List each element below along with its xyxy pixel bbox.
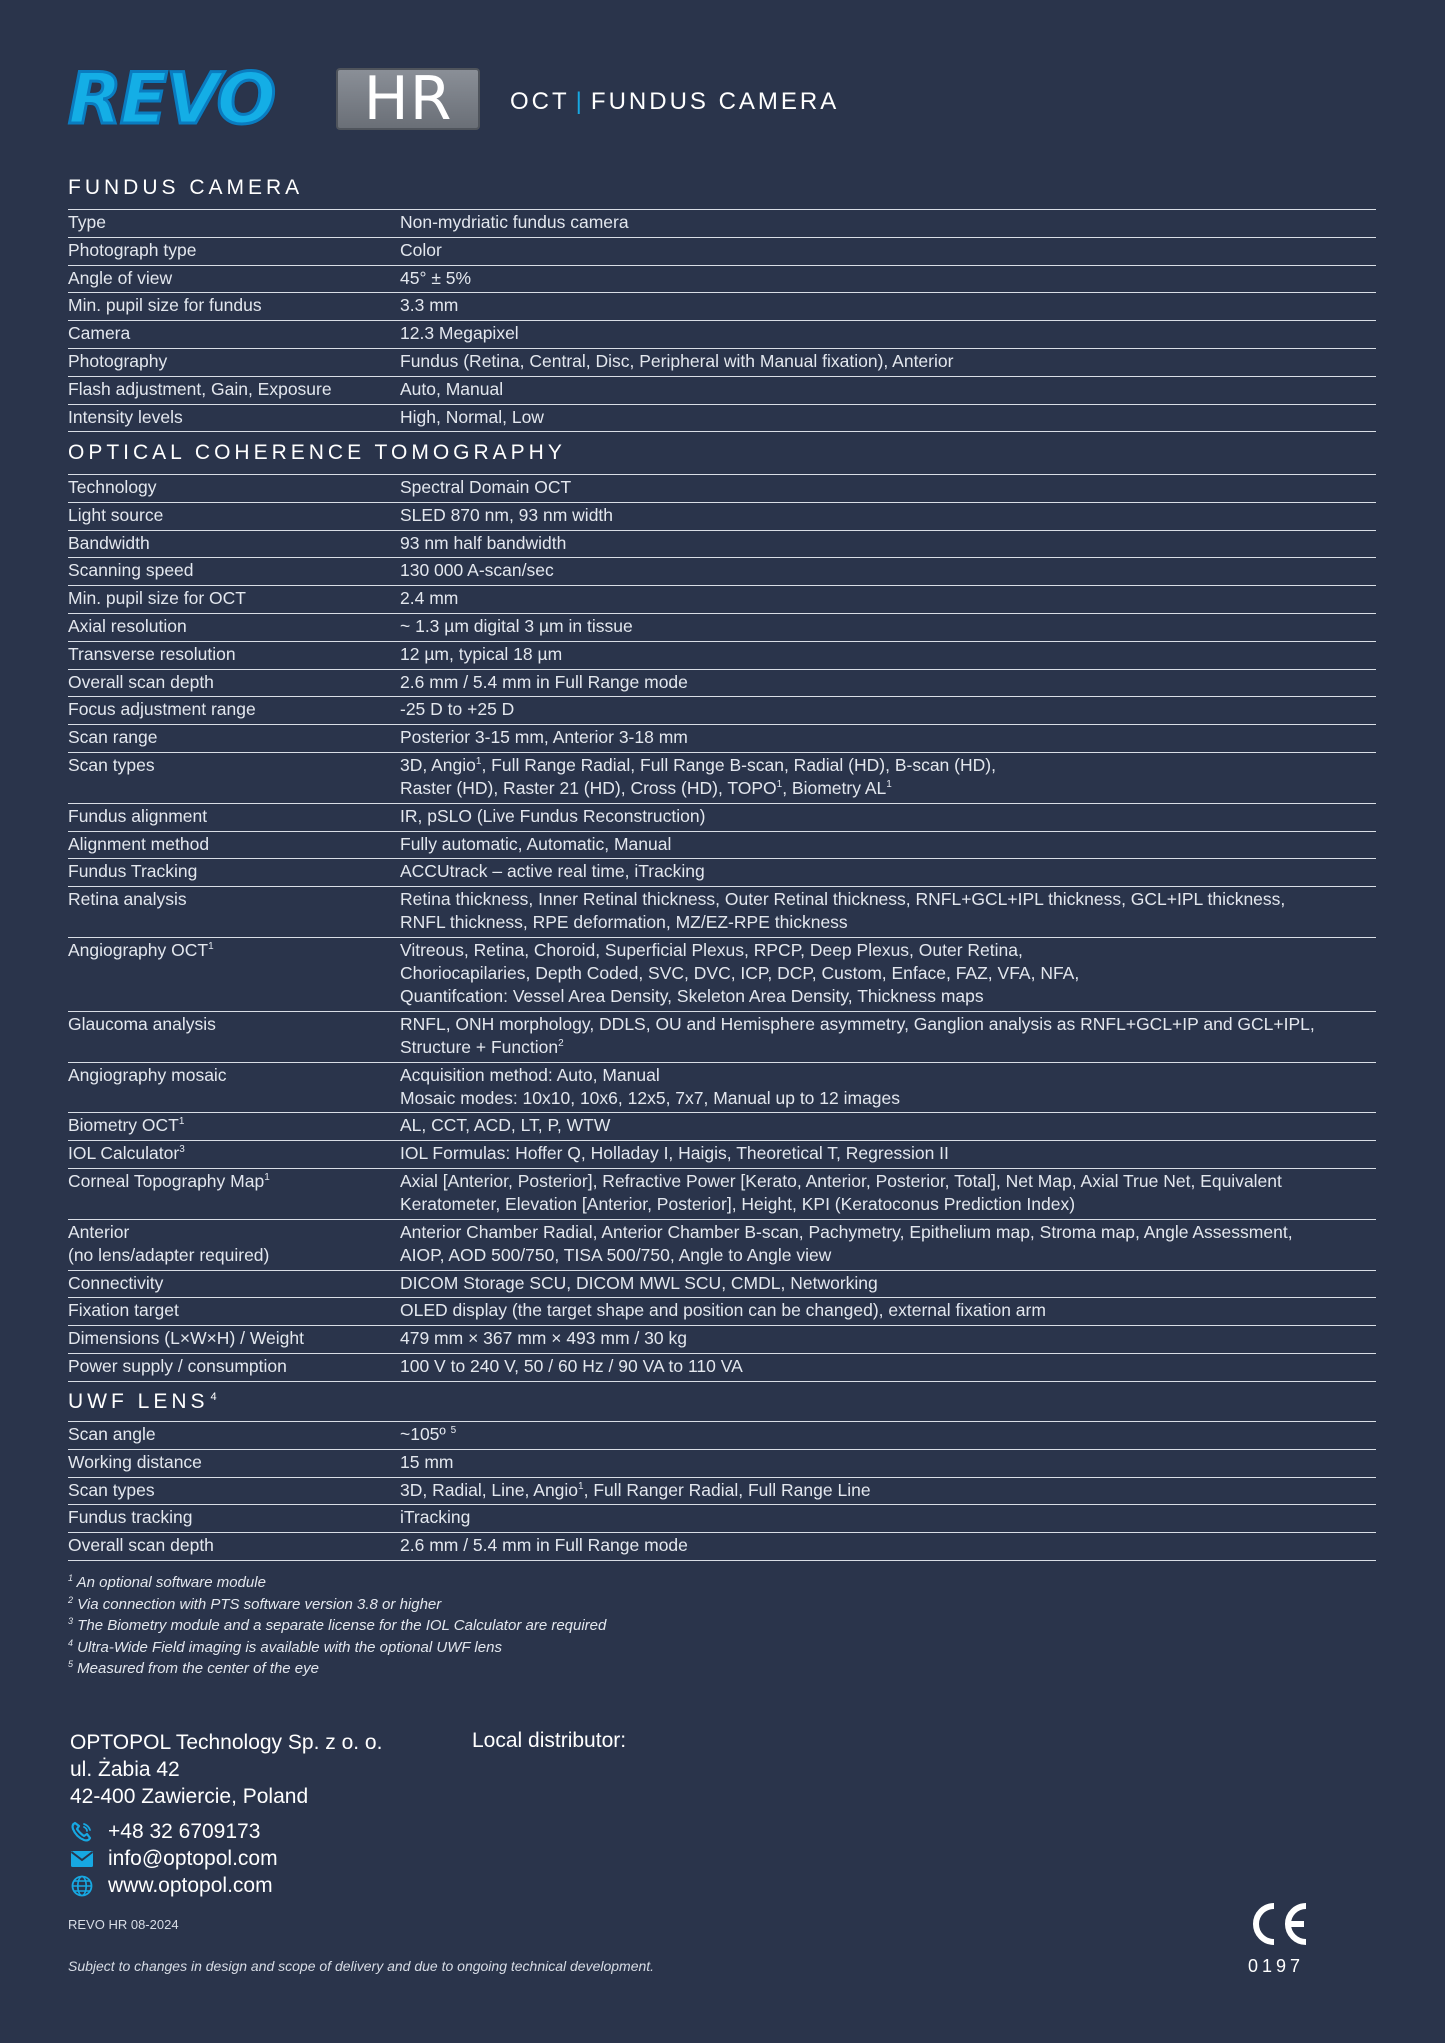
- table-divider: [68, 1421, 1376, 1422]
- spec-value: 3.3 mm: [400, 295, 459, 316]
- spec-value: Auto, Manual: [400, 378, 504, 399]
- spec-value: Vitreous, Retina, Choroid, Superficial Plexus, RPCP, Deep Plexus, Outer Retina, Choriocapilaries, Depth Coded, SVC, DVC, ICP, DCP, Custom, Enface, FAZ, VFA, NFA, Quantifcation: Vessel Area Density, Skeleton Area Density, Thickness maps: [400, 940, 1080, 1006]
- spec-value: -25 D to +25 D: [400, 699, 515, 720]
- spec-label: Alignment method: [68, 833, 210, 854]
- spec-value: 479 mm × 367 mm × 493 mm / 30 kg: [400, 1328, 687, 1349]
- spec-value: IOL Formulas: Hoffer Q, Holladay I, Haigis, Theoretical T, Regression II: [400, 1143, 949, 1164]
- spec-row: [68, 322, 1376, 348]
- globe-icon: [70, 1875, 94, 1897]
- spec-row: [68, 1479, 1376, 1505]
- table-divider: [68, 1011, 1376, 1012]
- spec-label: Biometry OCT$^1$: [68, 1115, 185, 1136]
- spec-label: Corneal Topography Map$^1$: [68, 1171, 270, 1191]
- table-divider: [68, 404, 1376, 405]
- spec-value: ~ 1.3 µm digital 3 µm in tissue: [400, 616, 633, 636]
- spec-label: Fundus alignment: [68, 805, 208, 826]
- table-divider: [68, 1219, 1376, 1220]
- table-divider: [68, 376, 1376, 377]
- table-divider: [68, 557, 1376, 558]
- spec-value: Non-mydriatic fundus camera: [400, 212, 629, 232]
- spec-value: Spectral Domain OCT: [400, 477, 572, 497]
- table-divider: [68, 696, 1376, 697]
- spec-value: 3D, Angio$^1$, Full Range Radial, Full Range B-scan, Radial (HD), B-scan (HD), Raster (HD), Raster 21 (HD), Cross (HD), TOPO$^1$, Biometry $AL^1$: [400, 755, 996, 798]
- table-divider: [68, 613, 1376, 614]
- spec-value: ACCUtrack – active real time, iTracking: [400, 861, 705, 882]
- email-link[interactable]: info@optopol.com: [108, 1847, 278, 1870]
- spec-row: [68, 860, 1376, 886]
- spec-value: Color: [400, 239, 442, 260]
- spec-label: Type: [68, 212, 106, 232]
- company-address: [70, 1729, 382, 1810]
- document-id: REVO HR 08-2024: [68, 1917, 179, 1932]
- spec-row: [68, 698, 1376, 724]
- spec-label: Scanning speed: [68, 560, 194, 581]
- ce-notified-body-number: 0197: [1248, 1956, 1305, 1976]
- spec-label: Focus adjustment range: [68, 699, 256, 720]
- footnote: $^5$ Measured from the center of the eye: [68, 1659, 319, 1677]
- spec-value: OLED display (the target shape and position can be changed), external fixation arm: [400, 1300, 1046, 1321]
- table-divider: [68, 1297, 1376, 1298]
- subtitle-fundus-camera: FUNDUS CAMERA: [590, 88, 840, 115]
- spec-value: 2.4 mm: [400, 588, 459, 609]
- spec-row: [68, 1170, 1376, 1219]
- table-divider: [68, 752, 1376, 753]
- spec-label: Connectivity: [68, 1272, 164, 1293]
- spec-label: Photograph type: [68, 239, 197, 260]
- table-divider: [68, 502, 1376, 503]
- table-divider: [68, 831, 1376, 832]
- spec-row: [68, 559, 1376, 585]
- spec-value: Anterior Chamber Radial, Anterior Chamber B-scan, Pachymetry, Epithelium map, Stroma map, Angle Assessment, AIOP, AOD 500/750, TISA 500/750, Angle to Angle view: [400, 1221, 1293, 1265]
- ce-mark-icon: [1248, 1900, 1312, 1948]
- phone-icon: [70, 1821, 94, 1843]
- spec-label: Intensity levels: [68, 406, 183, 427]
- table-divider: [68, 1532, 1376, 1533]
- table-divider: [68, 265, 1376, 266]
- section-title-oct: OPTICAL COHERENCE TOMOGRAPHY: [68, 441, 566, 464]
- company-street: ul. Żabia 42: [70, 1758, 180, 1781]
- spec-row: [68, 615, 1376, 641]
- spec-label: Axial resolution: [68, 616, 187, 636]
- spec-row: [68, 1534, 1376, 1560]
- footnotes: [68, 1572, 606, 1680]
- spec-value: 12.3 Megapixel: [400, 323, 519, 344]
- table-divider: [68, 1560, 1376, 1561]
- spec-row: [68, 1272, 1376, 1298]
- spec-value: ~105º $^5$: [400, 1424, 457, 1444]
- spec-label: Fixation target: [68, 1300, 179, 1321]
- spec-label: Angiography mosaic: [68, 1064, 227, 1085]
- spec-row: [68, 1355, 1376, 1381]
- spec-value: SLED 870 nm, 93 nm width: [400, 504, 614, 525]
- spec-value: 15 mm: [400, 1451, 454, 1472]
- spec-label: Angle of view: [68, 267, 173, 288]
- spec-row: [68, 1299, 1376, 1325]
- table-divider: [68, 803, 1376, 804]
- spec-label: Working distance: [68, 1451, 202, 1472]
- table-divider: [68, 937, 1376, 938]
- subtitle-separator: |: [575, 88, 585, 115]
- table-divider: [68, 641, 1376, 642]
- spec-row: [68, 888, 1376, 937]
- spec-value: iTracking: [400, 1507, 471, 1528]
- spec-value: RNFL, ONH morphology, DDLS, OU and Hemisphere asymmetry, Ganglion analysis as RNFL+GCL+IP and GCL+IPL, Structure + Function$^2$: [400, 1013, 1315, 1057]
- spec-value: Posterior 3-15 mm, Anterior 3-18 mm: [400, 727, 688, 748]
- revo-logo: REVO: [68, 58, 275, 140]
- spec-label: Anterior (no lens/adapter required): [68, 1221, 270, 1265]
- spec-label: Scan types: [68, 1479, 155, 1500]
- table-divider: [68, 348, 1376, 349]
- table-divider: [68, 669, 1376, 670]
- spec-value: 12 µm, typical 18 µm: [400, 643, 563, 664]
- table-divider: [68, 530, 1376, 531]
- table-divider: [68, 320, 1376, 321]
- company-city: 42-400 Zawiercie, Poland: [70, 1785, 309, 1808]
- table-divider: [68, 1112, 1376, 1113]
- spec-row: [68, 754, 1376, 803]
- table-divider: [68, 209, 1376, 210]
- spec-row: [68, 643, 1376, 669]
- header-subtitle: [510, 88, 839, 116]
- spec-row: [68, 1327, 1376, 1353]
- spec-row: [68, 406, 1376, 432]
- spec-row: [68, 1142, 1376, 1168]
- spec-value: 2.6 mm / 5.4 mm in Full Range mode: [400, 1535, 688, 1556]
- spec-label: Technology: [68, 477, 157, 497]
- table-divider: [68, 585, 1376, 586]
- footnote: $^1$ An optional software module: [68, 1573, 266, 1591]
- spec-value: 45° ± 5%: [400, 267, 472, 288]
- spec-row: [68, 532, 1376, 558]
- spec-value: 3D, Radial, Line, Angio$^1$, Full Ranger Radial, Full Range Line: [400, 1479, 871, 1500]
- spec-row: [68, 1423, 1376, 1449]
- table-divider: [68, 474, 1376, 475]
- spec-value: Axial [Anterior, Posterior], Refractive Power [Kerato, Anterior, Posterior, Total], Net Map, Axial True Net, Equivalent Keratometer, Elevation [Anterior, Posterior], Height, KPI (Keratoconus Prediction Index): [400, 1171, 1282, 1214]
- spec-label: Photography: [68, 351, 168, 371]
- spec-row: [68, 671, 1376, 697]
- website-link[interactable]: www.optopol.com: [108, 1874, 273, 1897]
- spec-value: IR, pSLO (Live Fundus Reconstruction): [400, 805, 706, 826]
- spec-label: Scan angle: [68, 1424, 156, 1444]
- spec-row: [68, 267, 1376, 293]
- spec-label: Bandwidth: [68, 532, 150, 553]
- table-divider: [68, 1270, 1376, 1271]
- table-divider: [68, 1168, 1376, 1169]
- footnote: $^4$ Ultra-Wide Field imaging is available with the optional UWF lens: [68, 1637, 502, 1656]
- spec-value: 93 nm half bandwidth: [400, 532, 567, 553]
- local-distributor-label: Local distributor:: [472, 1729, 627, 1752]
- table-divider: [68, 237, 1376, 238]
- spec-label: Scan types: [68, 755, 155, 775]
- spec-row: [68, 1506, 1376, 1532]
- spec-value: 2.6 mm / 5.4 mm in Full Range mode: [400, 671, 688, 692]
- spec-value: 130 000 A-scan/sec: [400, 560, 554, 581]
- table-divider: [68, 1477, 1376, 1478]
- table-divider: [68, 724, 1376, 725]
- spec-label: Scan range: [68, 727, 158, 748]
- spec-row: [68, 1114, 1376, 1140]
- spec-row: [68, 805, 1376, 831]
- spec-row: [68, 1064, 1376, 1113]
- phone-number[interactable]: +48 32 6709173: [108, 1820, 261, 1843]
- spec-row: [68, 1013, 1376, 1062]
- spec-label: Fundus tracking: [68, 1507, 193, 1528]
- subtitle-oct: OCT: [510, 88, 570, 115]
- table-divider: [68, 1140, 1376, 1141]
- spec-row: [68, 833, 1376, 859]
- spec-row: [68, 378, 1376, 404]
- spec-value: 100 V to 240 V, 50 / 60 Hz / 90 VA to 110 VA: [400, 1356, 743, 1376]
- spec-label: Power supply / consumption: [68, 1356, 287, 1376]
- spec-label: Dimensions (L×W×H) / Weight: [68, 1328, 305, 1349]
- footnote: $^3$ The Biometry module and a separate license for the IOL Calculator are required: [68, 1616, 607, 1634]
- spec-row: [68, 726, 1376, 752]
- spec-label: Flash adjustment, Gain, Exposure: [68, 378, 332, 399]
- spec-label: Transverse resolution: [68, 643, 236, 664]
- spec-label: Light source: [68, 504, 164, 525]
- table-divider: [68, 1325, 1376, 1326]
- table-divider: [68, 1449, 1376, 1450]
- table-divider: [68, 1353, 1376, 1354]
- spec-label: Glaucoma analysis: [68, 1013, 216, 1034]
- spec-value: Retina thickness, Inner Retinal thickness, Outer Retinal thickness, RNFL+GCL+IPL thickness, GCL+IPL thickness, RNFL thickness, RPE deformation, MZ/EZ-RPE thickness: [400, 889, 1286, 933]
- spec-label: Angiography OCT$^1$: [68, 940, 214, 960]
- spec-row: [68, 939, 1376, 1011]
- spec-value: Acquisition method: Auto, Manual Mosaic modes: 10x10, 10x6, 12x5, 7x7, Manual up to 12 images: [400, 1064, 901, 1108]
- section-title-fundus: FUNDUS CAMERA: [68, 176, 304, 199]
- spec-value: AL, CCT, ACD, LT, P, WTW: [400, 1115, 611, 1136]
- spec-row: [68, 1221, 1376, 1270]
- table-divider: [68, 886, 1376, 887]
- footnote: $^2$ Via connection with PTS software version 3.8 or higher: [68, 1594, 442, 1613]
- table-divider: [68, 858, 1376, 859]
- spec-value: High, Normal, Low: [400, 406, 544, 427]
- header: [68, 58, 1376, 140]
- spec-label: Retina analysis: [68, 889, 187, 910]
- spec-row: [68, 504, 1376, 530]
- table-divider: [68, 1504, 1376, 1505]
- spec-row: [68, 350, 1376, 376]
- table-divider: [68, 1062, 1376, 1063]
- spec-value: Fully automatic, Automatic, Manual: [400, 833, 672, 854]
- section-title-uwf: UWF LENS $^4$: [68, 1390, 217, 1413]
- table-divider: [68, 1381, 1376, 1382]
- spec-label: IOL Calculator$^3$: [68, 1143, 185, 1164]
- spec-row: [68, 211, 1376, 237]
- envelope-icon: [70, 1848, 94, 1870]
- disclaimer: Subject to changes in design and scope of delivery and due to ongoing technical development.: [68, 1958, 655, 1974]
- spec-row: [68, 294, 1376, 320]
- table-divider: [68, 431, 1376, 432]
- spec-label: Min. pupil size for fundus: [68, 295, 262, 316]
- spec-row: [68, 476, 1376, 502]
- spec-row: [68, 239, 1376, 265]
- spec-row: [68, 587, 1376, 613]
- spec-label: Fundus Tracking: [68, 861, 198, 882]
- spec-value: Fundus (Retina, Central, Disc, Peripheral with Manual fixation), Anterior: [400, 351, 954, 371]
- company-name: OPTOPOL Technology Sp. z o. o.: [70, 1731, 383, 1754]
- table-divider: [68, 292, 1376, 293]
- spec-row: [68, 1451, 1376, 1477]
- spec-label: Min. pupil size for OCT: [68, 588, 246, 609]
- spec-label: Overall scan depth: [68, 1535, 214, 1556]
- spec-label: Overall scan depth: [68, 671, 214, 692]
- hr-logo-badge: HR: [336, 68, 480, 130]
- spec-label: Camera: [68, 323, 131, 344]
- spec-value: DICOM Storage SCU, DICOM MWL SCU, CMDL, Networking: [400, 1272, 878, 1293]
